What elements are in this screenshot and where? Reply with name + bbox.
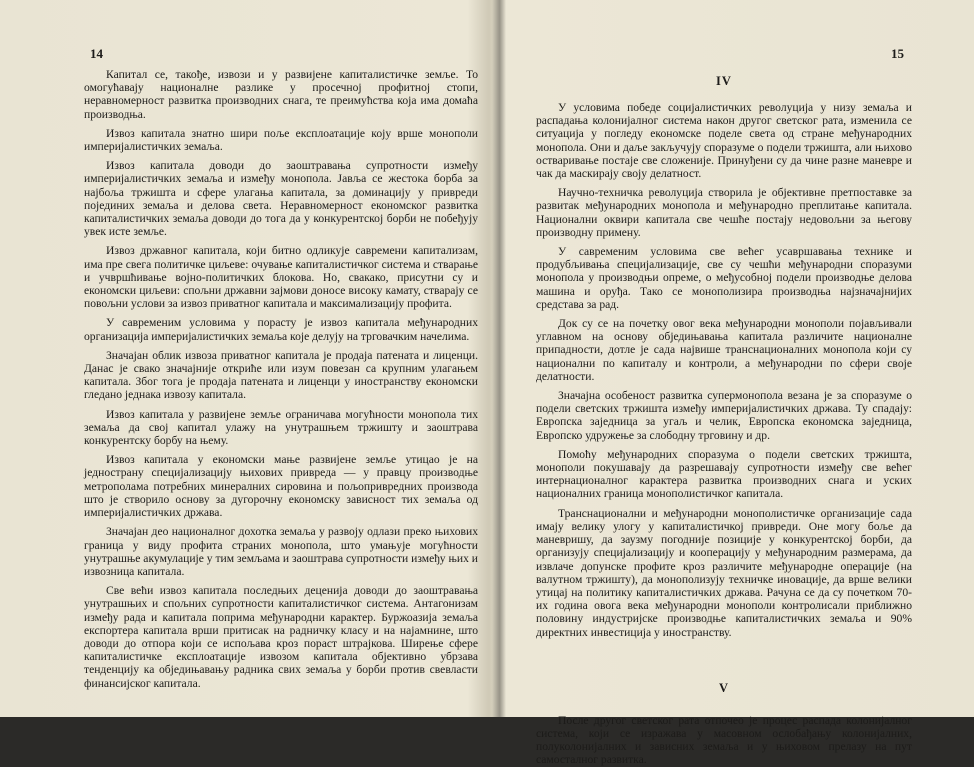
paragraph: Извоз државног капитала, који битно одликује савремени капитализам, има пре свега политичке циљеве: очување капиталистичког система и стварање и учвршћивање војно-политичких блокова. Но, свакако, присутни су и економски циљеви: спољни државни зајмови доносе високу камату, стварају се повољни услови за извоз приватног капитала и максимализацију профита.	[84, 244, 478, 311]
paragraph: Значајан део националног дохотка земаља у развоју одлази преко њихових граница у виду профита страних монопола, што умањује могућности унутрашње акумулације у тим земљама и заоштрава супротности између њих и извозница капитала.	[84, 525, 478, 578]
section-heading-v: V	[718, 680, 730, 695]
paragraph: У савременим условима у порасту је извоз капитала међународних организација империјалистичких земаља које делују на трговачким начелима.	[84, 316, 478, 343]
paragraph: Значајан облик извоза приватног капитала је продаја патената и лиценци. Данас је свако значајније откриће или изум повезан са крупним улагањем капитала. Због тога је продаја патената и лиценци у иностранству економски гледано једнака извозу капитала.	[84, 348, 478, 402]
paragraph: Извоз капитала знатно шири поље експлоатације коју врше монополи империјалистичких земаља.	[84, 126, 478, 154]
paragraph: Помоћу међународних споразума о подели светских тржишта, монополи покушавају да разрешавају супротности између све већег интернационалног карактера развитка производних снага и уских националних граница монополистичког капитала.	[536, 447, 912, 501]
paragraph: Извоз капитала у развијене земље ограничава могућности монопола тих земаља да свој капитал улажу на унутрашњем тржишту и заоштрава конкурентску борбу на њему.	[84, 407, 478, 448]
paragraph: Капитал се, такође, извози и у развијене капиталистичке земље. То омогућавају националне разлике у просечној профитној стопи, неравномерност развитка производних снага, те преимућства која има домаћа производња.	[84, 68, 478, 121]
paragraph: После другог светског рата отпочео је процес распада колонијалног система, који се изражава у масовном ослобађању колонијалних, полуколонијалних и зависних земаља и у њиховом прелазу на пут самосталног развитка.	[536, 713, 912, 767]
paragraph: Све већи извоз капитала последњих деценија доводи до заоштравања унутрашњих и спољних супротности капиталистичког система. Антагонизам између рада и капитала поприма међународни карактер. Буржоазија земаља експортера капитала врши притисак на радничку класу и на најамнине, што доводи до отпора који се испољава кроз пораст штрајкова. Ширење сфере капиталистичке експлоатације извозом капитала објективно убрзава тенденцију ка обједињавању радника свих земаља у борби против свевласти финансијског капитала.	[84, 584, 478, 690]
paragraph: Док су се на почетку овог века међународни монополи појављивали углавном на основу обједињавања капитала различите националне припадности, дотле је сада највише транснационалних монопола који су национални по капиталу и контроли, а међународни по сфери своје делатности.	[536, 317, 912, 383]
section-heading-iv: IV	[716, 74, 732, 88]
page-number-right: 15	[891, 46, 904, 61]
right-page	[502, 0, 974, 767]
page-number-left: 14	[90, 46, 103, 61]
paragraph: Значајна особеност развитка супермонопола везана је за споразуме о подели светских тржишта између империјалистичких држава. Ту спадају: Европска заједница за угаљ и челик, Европска економска заједница, Европско удружење за слободну трговину и др.	[536, 389, 912, 442]
paragraph: Извоз капитала доводи до заоштравања супротности између империјалистичких земаља и између монопола. Јавља се жестока борба за најбоља тржишта и сфере улагања капитала, за доминацију у привреди појединих земаља и делова света. Неравномерност економског развитка капиталистичких земаља доводи до тога да у конкурентској борби не побеђују увек исте земље.	[84, 159, 478, 239]
left-page-text	[84, 68, 478, 690]
paragraph: Транснационални и међународни монополистичке организације сада имају велику улогу у капиталистичкој привреди. Оне могу боље да маневришу, да заузму погодније позиције у конкурентској борби, да организују специјализацију и кооперацију у међународним размерама, да извлаче допунске профите кроз различите међународне операције (на валутном тржишту), да монополизују техничке иновације, да врше велики утицај на политику капиталистичких држава. Рачуна се да су почетком 70-их година овога века међународни монополи контролисали приближно половину индустријске производње капиталистичких земаља и 90% директних инвестиција у иностранству.	[536, 506, 912, 639]
paragraph: Извоз капитала у економски мање развијене земље утицао је на једнострану специјализацију њихових привреда — у правцу производње метрополама потребних минералних сировина и пољопривредних производа што је створило основу за дугорочну економску зависност тих земаља од империјалистичких држава.	[84, 453, 478, 520]
paragraph: Научно-техничка револуција створила је објективне претпоставке за развитак међународних монопола и међународно преплитање капитала. Национални оквири капитала све чешће постају недовољни за његову производну примену.	[536, 186, 912, 239]
right-page-text	[536, 74, 912, 767]
paragraph: У условима победе социјалистичких револуција у низу земаља и распадања колонијалног система након другог светског рата, изменила се ситуација у погледу економске поделе света од стране међународних монопола. Они и даље закључују споразуме о подели тржишта, али њихово остваривање постаје све сложеније. Принуђени су да чине разне маневре и чак да маскирају своју делатност.	[536, 101, 912, 181]
left-page	[0, 0, 496, 717]
paragraph: У савременим условима све већег усавршавања технике и продубљивања специјализације, све су чешћи међународни споразуми монопола у производњи опреме, о међусобној подели производње делова машина и оруђа. Тако се монополизира производња најзначајнијих средстава за рад.	[536, 245, 912, 311]
